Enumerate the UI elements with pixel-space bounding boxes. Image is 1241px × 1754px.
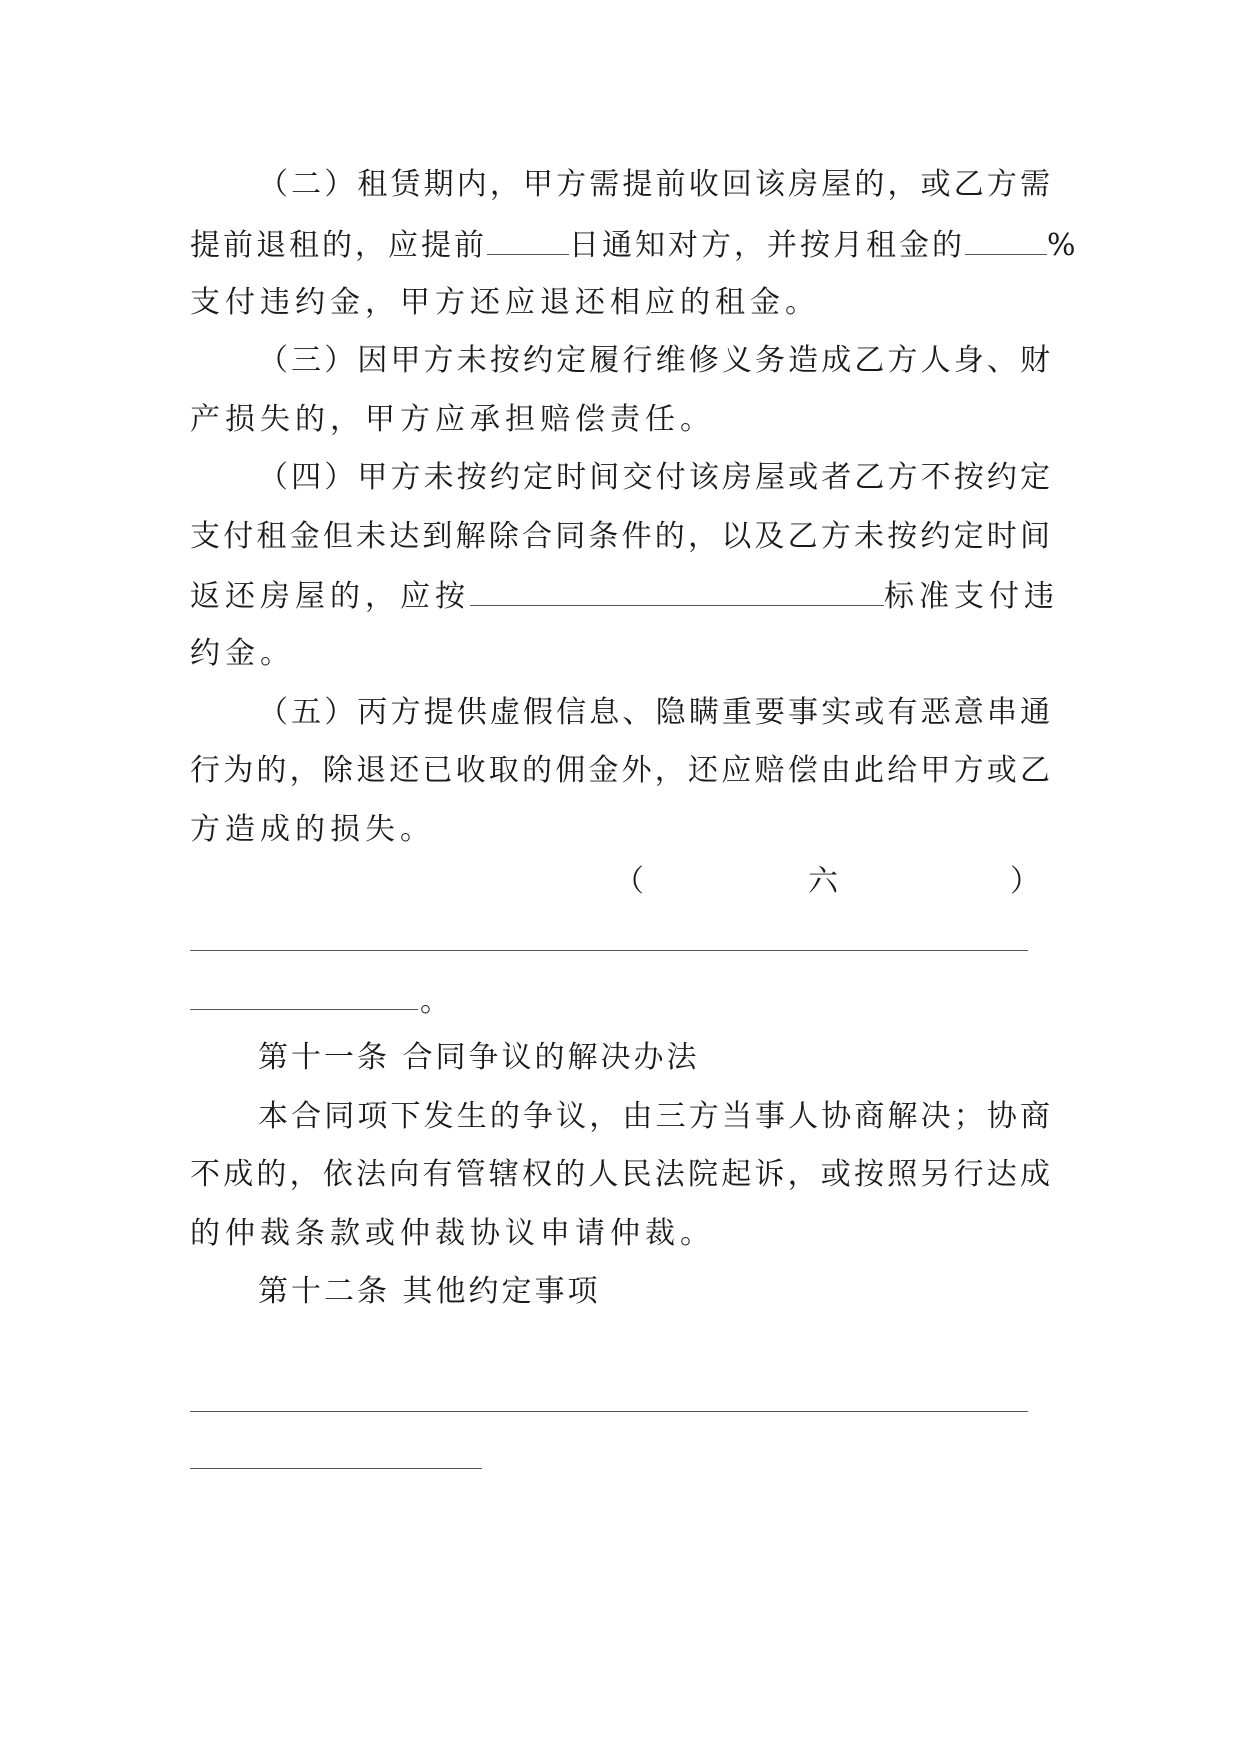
p4-line2: 支付租金但未达到解除合同条件的，以及乙方未按约定时间 — [190, 519, 1050, 554]
p5-line1: （五）丙方提供虚假信息、隐瞒重要事实或有恶意串通 — [258, 695, 1050, 730]
p2-line1: （二）租赁期内，甲方需提前收回该房屋的，或乙方需 — [258, 167, 1050, 202]
p6-end-mark: 。 — [420, 984, 450, 1019]
p3-line2: 产损失的，甲方应承担赔偿责任。 — [190, 402, 715, 437]
p6-open-paren: （ — [614, 864, 644, 899]
p2-line2-text-a: 提前退租的，应提前 — [190, 228, 487, 263]
article11-heading: 第十一条 合同争议的解决办法 — [258, 1040, 700, 1075]
p6-numeral: 六 — [808, 864, 838, 899]
article11-line1: 本合同项下发生的争议，由三方当事人协商解决；协商 — [258, 1099, 1050, 1134]
p4-line3 — [190, 575, 1059, 617]
p6-fill-line-2 — [190, 1009, 418, 1010]
p4-line4: 约金。 — [190, 636, 295, 671]
p3-line1: （三）因甲方未按约定履行维修义务造成乙方人身、财 — [258, 343, 1050, 378]
article11-line2: 不成的，依法向有管辖权的人民法院起诉，或按照另行达成 — [190, 1157, 1050, 1192]
p4-line3-text-a: 返还房屋的，应按 — [190, 579, 470, 614]
p2-line2 — [190, 224, 1079, 266]
p2-line2-text-b: 日通知对方，并按月租金的 — [569, 228, 965, 263]
article11-line3: 的仲裁条款或仲裁协议申请仲裁。 — [190, 1216, 715, 1251]
p5-line2: 行为的，除退还已收取的佣金外，还应赔偿由此给甲方或乙 — [190, 753, 1050, 788]
article12-fill-line-1 — [190, 1411, 1028, 1412]
days-notice-blank — [487, 224, 569, 255]
penalty-standard-blank — [470, 575, 884, 606]
article12-heading: 第十二条 其他约定事项 — [258, 1274, 601, 1309]
p5-line3: 方造成的损失。 — [190, 812, 435, 847]
percent-sign: % — [1047, 228, 1079, 263]
p4-line1: （四）甲方未按约定时间交付该房屋或者乙方不按约定 — [258, 460, 1050, 495]
article12-fill-line-2 — [190, 1468, 482, 1469]
p6-close-paren: ） — [1010, 864, 1040, 899]
penalty-percent-blank — [965, 224, 1047, 255]
p4-line3-text-b: 标准支付违 — [884, 579, 1059, 614]
p2-line3: 支付违约金，甲方还应退还相应的租金。 — [190, 285, 820, 320]
p6-fill-line-1 — [190, 950, 1028, 951]
